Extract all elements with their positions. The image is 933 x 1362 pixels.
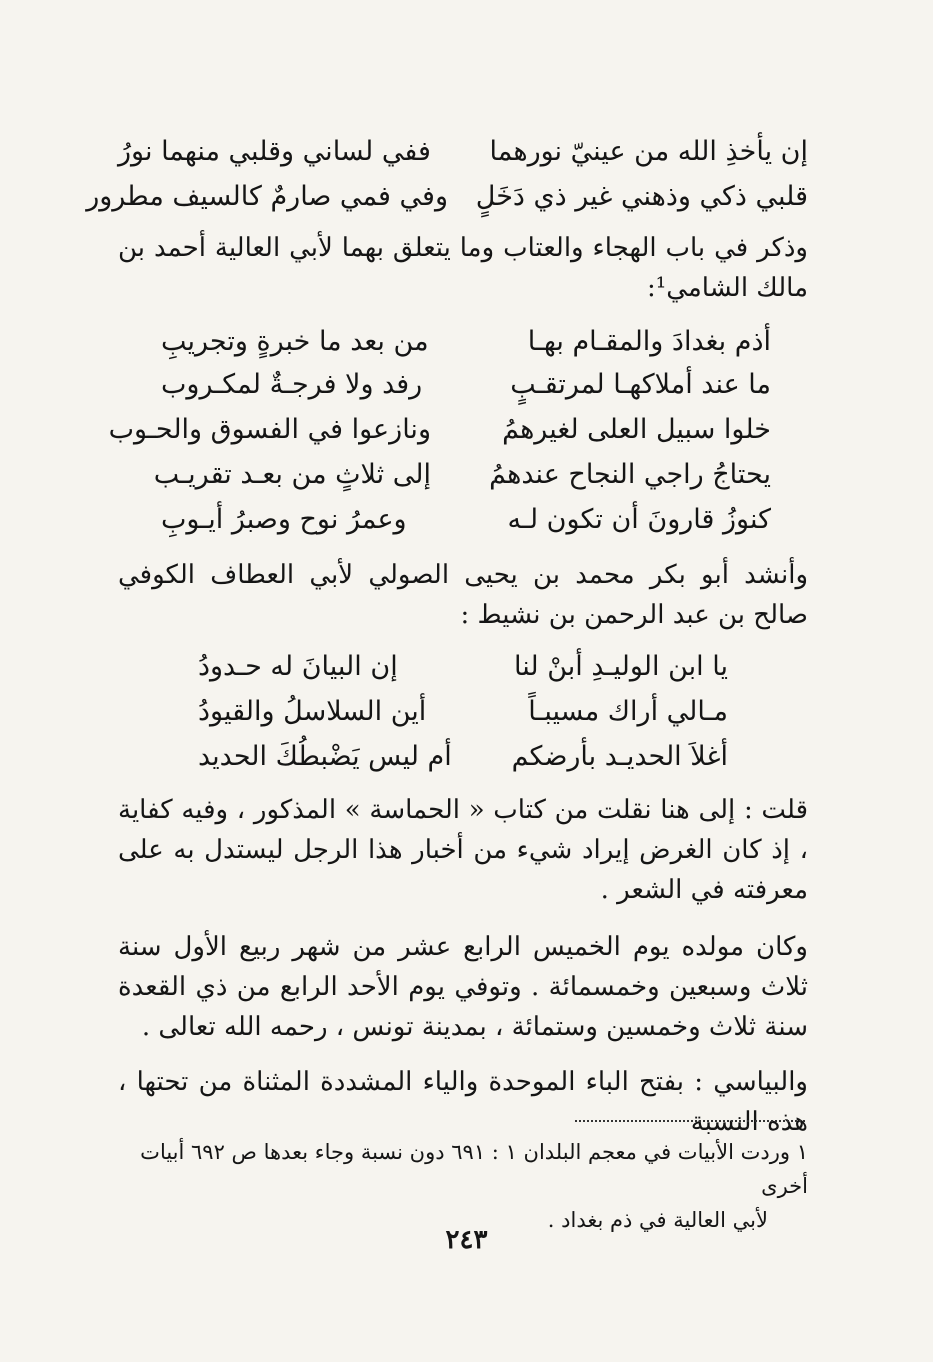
verse-line	[161, 365, 771, 405]
verse-second-hemistich: ففي لساني وقلبي منهما نورُ	[118, 136, 431, 167]
footnote-line: لأبي العالية في ذم بغداد .	[547, 1208, 768, 1232]
verse-first-hemistich: ما عند أملاكهـا لمرتقـبٍ	[510, 369, 771, 400]
footnote	[108, 1135, 808, 1237]
verse-second-hemistich: رفد ولا فرجـةٌ لمكـروب	[161, 369, 423, 400]
verse-first-hemistich: قلبي ذكي وذهني غير ذي دَخَلٍ	[475, 181, 808, 212]
page-number: ٢٤٣	[445, 1225, 488, 1255]
verse-second-hemistich: أم ليس يَضْبطُكَ الحديد	[198, 741, 452, 772]
paragraph-5: والبياسي : بفتح الباء الموحدة والياء المشددة المثناة من تحتها ، هذه النسبة	[118, 1067, 808, 1137]
verse-first-hemistich: يا ابن الوليـدِ أبنْ لنا	[514, 651, 728, 682]
verse-line	[161, 322, 771, 362]
paragraph-2: وأنشد أبو بكر محمد بن يحيى الصولي لأبي العطاف الكوفي صالح بن عبد الرحمن بن نشيط :	[118, 560, 808, 630]
footnote-line: ١ وردت الأبيات في معجم البلدان ١ : ٦٩١ دون نسبة وجاء بعدها ص ٦٩٢ أبيات أخرى	[140, 1140, 808, 1198]
paragraph-1: وذكر في باب الهجاء والعتاب وما يتعلق بهما لأبي العالية أحمد بن مالك الشامي¹:	[118, 233, 808, 303]
verse-line	[198, 737, 728, 777]
verse-first-hemistich: أغلاَ الحديـد بأرضكم	[511, 741, 728, 772]
verse-first-hemistich: أذم بغدادَ والمقـام بهـا	[527, 326, 771, 357]
paragraph-3: قلت : إلى هنا نقلت من كتاب « الحماسة » المذكور ، وفيه كفاية ، إذ كان الغرض إيراد شيء من أخبار هذا الرجل ليستدل به على معرفته في الشعر .	[118, 795, 808, 905]
verse-first-hemistich: كنوزُ قارونَ أن تكون لـه	[507, 504, 771, 535]
verse-second-hemistich: من بعد ما خبرةٍ وتجريبِ	[161, 326, 429, 357]
verse-first-hemistich: إن يأخذِ الله من عينيّ نورهما	[489, 136, 808, 167]
verse-line	[198, 692, 728, 732]
verse-line	[153, 455, 771, 495]
verse-line	[86, 177, 808, 217]
paragraph-4: وكان مولده يوم الخميس الرابع عشر من شهر ربيع الأول سنة ثلاث وسبعين وخمسمائة . وتوفي يوم الأحد الرابع من ذي القعدة سنة ثلاث وخمسين وستمائة ، بمدينة تونس ، رحمه الله تعالى .	[118, 932, 808, 1042]
verse-second-hemistich: أين السلاسلُ والقيودُ	[198, 696, 427, 727]
verse-first-hemistich: خلوا سبيل العلى لغيرهمُ	[502, 414, 771, 445]
verse-second-hemistich: وفي فمي صارمٌ كالسيف مطرور	[86, 181, 448, 212]
verse-first-hemistich: مـالي أراك مسيبـاً	[528, 696, 728, 727]
verse-second-hemistich: إن البيانَ له حـدودُ	[198, 651, 398, 682]
verse-line	[198, 647, 728, 687]
verse-second-hemistich: وعمرُ نوح وصبرُ أيـوبِ	[161, 504, 407, 535]
verse-line	[161, 500, 771, 540]
verse-line	[108, 410, 771, 450]
footnote-separator	[575, 1120, 805, 1122]
verse-first-hemistich: يحتاجُ راجي النجاح عندهمُ	[489, 459, 771, 490]
verse-second-hemistich: إلى ثلاثٍ من بعـد تقريـب	[153, 459, 431, 490]
verse-second-hemistich: ونازعوا في الفسوق والحـوب	[108, 414, 431, 445]
verse-line	[118, 132, 808, 172]
